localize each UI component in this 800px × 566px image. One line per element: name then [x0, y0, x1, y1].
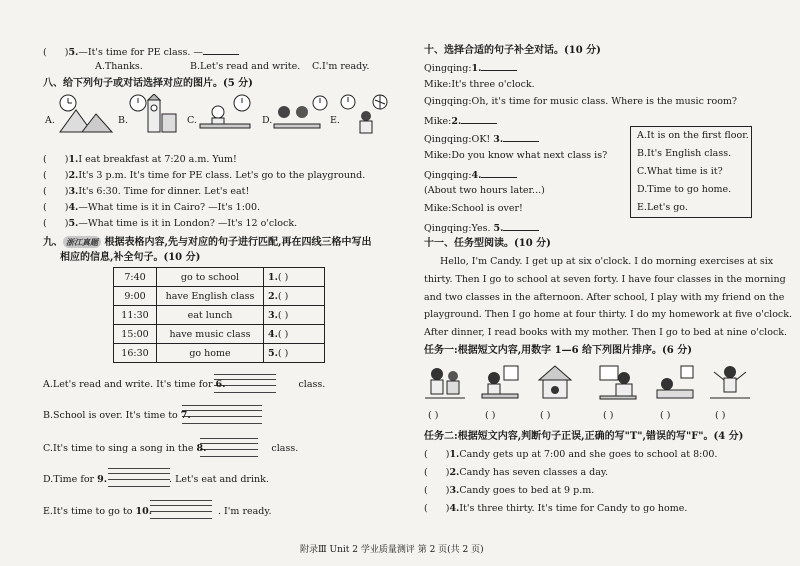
dialog-line — [424, 150, 607, 162]
question-number: 3. — [449, 485, 460, 496]
table-row — [114, 344, 325, 363]
pic-label-e: E. — [330, 115, 340, 126]
answer-paren: ( ) — [277, 347, 289, 359]
sentence-text: E.It's time to go to — [43, 506, 136, 517]
list-item — [43, 202, 260, 214]
section-title-text: 根据表格内容,先与对应的句子进行匹配,再在四线三格中写出 — [104, 237, 372, 248]
time-cell: 16:30 — [114, 344, 157, 363]
sentence-b — [43, 410, 271, 422]
paren-close: ) — [64, 218, 69, 229]
paren-open: ( — [424, 503, 428, 514]
question-number: 4. — [68, 202, 79, 213]
dialog-line — [424, 185, 545, 197]
dialog-line — [424, 61, 517, 75]
paren-close: ) — [64, 186, 69, 197]
dialog-line — [424, 96, 737, 108]
time-cell: 9:00 — [114, 287, 157, 306]
answer-blank[interactable] — [503, 132, 539, 142]
list-item — [43, 154, 237, 166]
answer-blank[interactable] — [481, 61, 517, 71]
option-item: D.Time to go home. — [637, 184, 732, 195]
paren-close: ) — [445, 467, 450, 478]
sentence-a — [43, 379, 325, 391]
question-text: Candy has seven classes a day. — [459, 467, 609, 478]
blank-number: 2. — [451, 116, 462, 127]
do-homework-icon — [480, 364, 520, 406]
answer-cell[interactable] — [264, 306, 325, 325]
activity-cell: go home — [157, 344, 264, 363]
order-paren[interactable]: ( ) — [540, 410, 551, 421]
time-cell: 15:00 — [114, 325, 157, 344]
answer-paren: ( ) — [277, 309, 289, 321]
answer-cell[interactable] — [264, 344, 325, 363]
answer-blank[interactable] — [481, 168, 517, 178]
sentence-text: class. — [295, 379, 326, 390]
table-row — [114, 287, 325, 306]
dialog-text: Yes. — [471, 223, 494, 234]
list-item — [43, 218, 297, 230]
blank-number: 8. — [196, 443, 207, 454]
dialog-line — [424, 79, 535, 91]
question-number: 1. — [68, 154, 79, 165]
order-paren[interactable]: ( ) — [660, 410, 671, 421]
answer-cell[interactable] — [264, 287, 325, 306]
table-row — [114, 306, 325, 325]
sentence-text: class. — [268, 443, 299, 454]
list-item — [43, 186, 249, 198]
section-9-title-cont: 相应的信息,补全句子。(10 分) — [60, 252, 201, 263]
dialog-text: It's three o'clock. — [451, 79, 535, 90]
go-to-bed-icon — [655, 364, 695, 406]
section-number: 九、 — [43, 237, 63, 248]
blank-number: 3. — [493, 134, 504, 145]
activity-cell: have music class — [157, 325, 264, 344]
paren-open: ( — [43, 202, 47, 213]
speaker: Qingqing: — [424, 63, 472, 74]
question-number: 3. — [68, 186, 79, 197]
paren-close: ) — [445, 485, 450, 496]
section-8-title: 八、给下列句子或对话选择对应的图片。(5 分) — [43, 78, 253, 89]
answer-cell[interactable] — [264, 268, 325, 287]
speaker: Qingqing: — [424, 96, 472, 107]
row-number: 2. — [268, 290, 278, 302]
section-11-title: 十一、任务型阅读。(10 分) — [424, 238, 551, 249]
table-row — [114, 268, 325, 287]
question-text: It's 3 p.m. It's time for PE class. Let's go to the playground. — [78, 170, 366, 181]
option-c: C.I'm ready. — [312, 61, 370, 72]
dinner-clock-icon — [272, 94, 328, 134]
question-text: Candy gets up at 7:00 and she goes to school at 8:00. — [459, 449, 718, 460]
paren-close: ) — [64, 154, 69, 165]
dialog-line — [424, 132, 539, 146]
row-number: 5. — [268, 347, 278, 359]
question-text: Candy goes to bed at 9 p.m. — [459, 485, 595, 496]
section-9-title — [43, 236, 371, 249]
activity-cell: eat lunch — [157, 306, 264, 325]
breakfast-clock-icon — [198, 94, 254, 134]
question-number: 5. — [68, 47, 79, 58]
dialog-line — [424, 168, 517, 182]
question-number: 5. — [68, 218, 79, 229]
dialog-text: School is over! — [451, 203, 523, 214]
pic-label-c: C. — [187, 115, 197, 126]
question-text: I eat breakfast at 7:20 a.m. Yum! — [78, 154, 237, 165]
read-books-icon — [598, 364, 638, 406]
paren-close: ) — [445, 449, 450, 460]
question-text: —It's time for PE class. — — [78, 47, 203, 58]
blank-number: 7. — [180, 410, 191, 421]
paren-open: ( — [424, 467, 428, 478]
answer-blank[interactable] — [461, 114, 497, 124]
answer-blank[interactable] — [203, 45, 239, 55]
dialog-text: Do you know what next class is? — [451, 150, 608, 161]
section-10-title: 十、选择合适的句子补全对话。(10 分) — [424, 45, 601, 56]
options-box — [630, 126, 752, 218]
question-text: It's three thirty. It's time for Candy to go home. — [459, 503, 688, 514]
dialog-text: OK! — [471, 134, 494, 145]
pic-label-a: A. — [45, 115, 55, 126]
sentence-text: B.School is over. It's time to — [43, 410, 181, 421]
order-paren[interactable]: ( ) — [428, 410, 439, 421]
play-with-friend-icon — [425, 364, 465, 406]
zhejiang-badge: 浙江真题 — [63, 236, 101, 248]
speaker: Qingqing: — [424, 134, 472, 145]
option-b: B.Let's read and write. — [190, 61, 301, 72]
paren-close: ) — [445, 503, 450, 514]
speaker: Mike: — [424, 79, 452, 90]
paren-open: ( — [43, 186, 47, 197]
paren-open: ( — [43, 47, 47, 58]
sentence-d — [43, 474, 269, 486]
activity-cell: go to school — [157, 268, 264, 287]
speaker: Qingqing: — [424, 223, 472, 234]
sentence-text: C.It's time to sing a song in the — [43, 443, 197, 454]
row-number: 3. — [268, 309, 278, 321]
question-number: 2. — [449, 467, 460, 478]
morning-exercise-icon — [710, 364, 750, 406]
answer-paren: ( ) — [277, 328, 289, 340]
question-text: —What time is it in London? —It's 12 o'clock. — [78, 218, 298, 229]
passage-line: and two classes in the afternoon. After school, I play with my friend on the — [424, 292, 785, 303]
sentence-text: D.Time for — [43, 474, 98, 485]
passage-line: Hello, I'm Candy. I get up at six o'clock. I do morning exercises at six — [440, 256, 774, 267]
activity-cell: have English class — [157, 287, 264, 306]
pyramids-clock-icon — [56, 94, 114, 134]
time-cell: 7:40 — [114, 268, 157, 287]
row-number: 1. — [268, 271, 278, 283]
list-item — [424, 449, 717, 461]
speaker: Mike: — [424, 203, 452, 214]
option-a: A.Thanks. — [95, 61, 143, 72]
speaker: Mike: — [424, 116, 452, 127]
list-item — [424, 503, 687, 515]
blank-number: 10. — [135, 506, 153, 517]
option-item: C.What time is it? — [637, 166, 723, 177]
task-2-title: 任务二:根据短文内容,判断句子正误,正确的写"T",错误的写"F"。(4 分) — [424, 431, 744, 442]
q5-prev — [43, 45, 239, 59]
answer-paren: ( ) — [277, 290, 289, 302]
pic-label-d: D. — [262, 115, 273, 126]
big-ben-clock-icon — [128, 94, 178, 134]
option-item: B.It's English class. — [637, 148, 732, 159]
question-text: It's 6:30. Time for dinner. Let's eat! — [78, 186, 250, 197]
paren-open: ( — [424, 449, 428, 460]
paren-open: ( — [43, 170, 47, 181]
dialog-text: (About two hours later...) — [424, 185, 545, 196]
dialog-line — [424, 203, 523, 215]
time-cell: 11:30 — [114, 306, 157, 325]
speaker: Mike: — [424, 150, 452, 161]
dialog-line — [424, 114, 497, 128]
answer-blank[interactable] — [503, 221, 539, 231]
paren-close: ) — [64, 170, 69, 181]
passage-line: After dinner, I read books with my mother. Then I go to bed at nine o'clock. — [424, 327, 788, 338]
paren-open: ( — [43, 218, 47, 229]
blank-number: 9. — [97, 474, 108, 485]
schedule-table — [113, 267, 325, 363]
dialog-line — [424, 221, 539, 235]
speaker: Qingqing: — [424, 170, 472, 181]
list-item — [43, 170, 365, 182]
go-home-icon — [535, 364, 575, 406]
sentence-text: A.Let's read and write. It's time for — [43, 379, 216, 390]
table-row — [114, 325, 325, 344]
blank-number: 5. — [493, 223, 504, 234]
pe-class-clock-icon — [340, 94, 396, 134]
passage-line: thirty. Then I go to school at seven forty. I have four classes in the morning — [424, 274, 786, 285]
question-text: —What time is it in Cairo? —It's 1:00. — [78, 202, 261, 213]
list-item — [424, 485, 594, 497]
dialog-text: Oh, it's time for music class. Where is the music room? — [471, 96, 738, 107]
passage-line: playground. Then I go home at four thirty. I do my homework at five o'clock. — [424, 309, 793, 320]
answer-paren: ( ) — [277, 271, 289, 283]
order-paren[interactable]: ( ) — [603, 410, 614, 421]
sentence-text: . I'm ready. — [218, 506, 272, 517]
blank-number: 6. — [215, 379, 226, 390]
sentence-e — [43, 506, 271, 518]
sentence-c — [43, 443, 298, 455]
paren-close: ) — [64, 47, 69, 58]
question-number: 4. — [449, 503, 460, 514]
list-item — [424, 467, 608, 479]
sentence-text: . Let's eat and drink. — [169, 474, 269, 485]
paren-open: ( — [424, 485, 428, 496]
paren-close: ) — [64, 202, 69, 213]
answer-cell[interactable] — [264, 325, 325, 344]
task-1-title: 任务一:根据短文内容,用数字 1—6 给下列图片排序。(6 分) — [424, 345, 692, 356]
question-number: 2. — [68, 170, 79, 181]
option-item: A.It is on the first floor. — [637, 130, 749, 141]
page-footer: 附录Ⅲ Unit 2 学业质量测评 第 2 页(共 2 页) — [300, 545, 484, 555]
paren-open: ( — [43, 154, 47, 165]
pic-label-b: B. — [118, 115, 129, 126]
row-number: 4. — [268, 328, 278, 340]
question-number: 1. — [449, 449, 460, 460]
blank-number: 4. — [471, 170, 482, 181]
blank-number: 1. — [471, 63, 482, 74]
order-paren[interactable]: ( ) — [715, 410, 726, 421]
option-item: E.Let's go. — [637, 202, 688, 213]
order-paren[interactable]: ( ) — [485, 410, 496, 421]
